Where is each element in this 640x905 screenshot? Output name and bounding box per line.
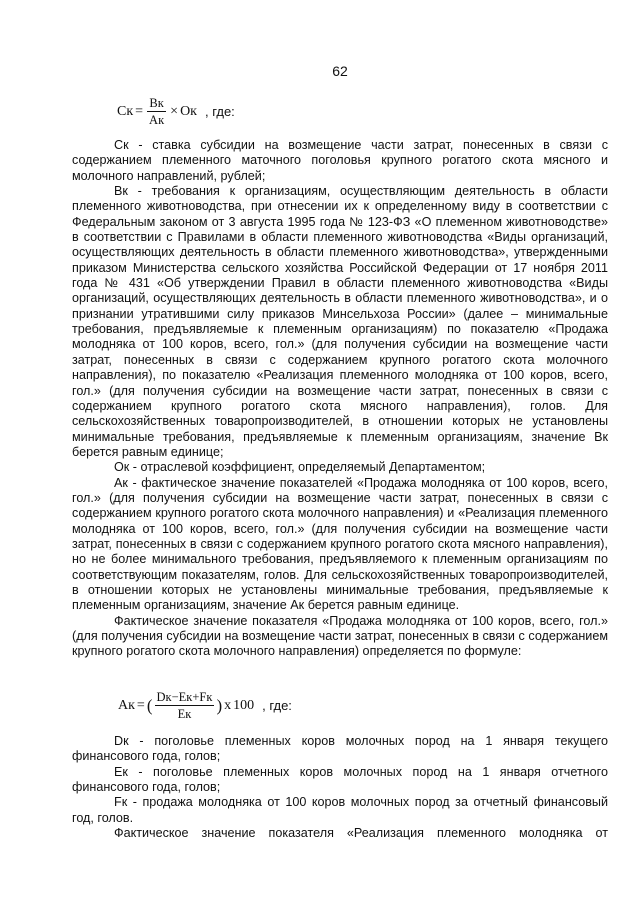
paragraph-ok-definition: Oк - отраслевой коэффициент, определяемый Департаментом; [114,460,486,475]
formula-denominator: Aк [149,113,165,127]
definition-dk: Dк - поголовье племенных коров молочных пород на 1 января текущего финансового года, голов; [72,734,608,764]
document-body-continued [72,734,608,841]
document-body [72,138,608,660]
formula-equals: = [135,103,144,119]
definition-ek: Eк - поголовье племенных коров молочных пород на 1 января отчетного финансового года, голов; [72,764,608,795]
formula-factor: Oк [180,103,197,119]
paragraph-actual-value-intro: Фактическое значение показателя «Продажа молодняка от 100 коров, всего, гол.» (для получения субсидии на возмещение части затрат, понесенных в связи с содержанием крупного рогатого скота молочного направления) определяется по формуле: [72,613,608,659]
actual-value-formula [118,690,292,721]
formula-fraction [147,96,166,127]
formula-open-paren: ( [146,695,153,715]
definition-fk: Fк - продажа молодняка от 100 коров молочных пород за отчетный финансовый год, голов. [72,795,608,825]
formula-fraction [155,690,215,721]
formula-suffix: , где: [262,698,292,713]
formula-lhs: Cк [117,103,134,119]
formula-suffix: , где: [204,104,235,119]
paragraph-realization-intro: Фактическое значение показателя «Реализация племенного молодняка от [114,826,608,841]
paragraph-bk-definition: Bк - требования к организациям, осуществляющим деятельность в области племенного животноводства, при отнесении их к определенному виду в соответствии с Федеральным законом от 3 августа 1995 года № 123-ФЗ «О племенном животноводстве» в соответствии с Правилами в области племенного животноводства «Виды организаций, осуществляющих деятельность в области племенного животноводства», утвержденными приказом Министерства сельского хозяйства Российской Федерации от 17 ноября 2011 года № 431 «Об утверждении Правил в области племенного животноводства «Виды организаций, осуществляющих деятельность в области племенного животноводства», и о признании утратившими силу приказов Минсельхоза России» (далее – минимальные требования, предъявляемые к племенным организациям) по показателю «Продажа молодняка от 100 коров, всего, гол.» (для получения субсидии на возмещение части затрат, понесенных в связи с содержанием крупного рогатого скота молочного направления), по показателю «Реализация племенного молодняка от 100 коров, всего, гол.» (для получения субсидии на возмещение части затрат, понесенных в связи с содержанием крупного рогатого скота мясного направления), голов. Для сельскохозяйственных товаропроизводителей, в отношении которых не установлены минимальные требования, предъявляемые к племенным организациям, значение Bк берется равным единице; [72,184,608,459]
formula-times: × [170,103,179,119]
formula-close-paren: ) [216,695,223,715]
formula-factor: 100 [233,697,255,713]
formula-numerator: Dк−Eк+Fк [156,690,213,704]
formula-denominator: Eк [177,707,192,721]
formula-lhs: Aк [118,697,135,713]
page-number: 62 [332,63,348,79]
formula-equals: = [136,697,145,713]
paragraph-ak-definition: Aк - фактическое значение показателей «Продажа молодняка от 100 коров, всего, гол.» (для получения субсидии на возмещение части затрат, понесенных в связи с содержанием крупного рогатого скота молочного направления) и «Реализация племенного молодняка от 100 коров, всего, гол.» (для получения субсидии на возмещение части затрат, понесенных в связи с содержанием крупного рогатого скота мясного направления), но не более минимального требования, предъявляемого к племенным организациям по соответствующим показателям, голов. Для сельскохозяйственных товаропроизводителей, в отношении которых не установлены минимальные требования, предъявляемые к племенным организациям, значение Aк берется равным единице. [72,475,608,613]
paragraph-ck-definition: Cк - ставка субсидии на возмещение части затрат, понесенных в связи с содержанием племенного маточного поголовья крупного рогатого скота мясного и молочного направлений, рублей; [72,138,608,183]
formula-numerator: Bк [149,96,164,110]
subsidy-rate-formula [117,96,235,127]
formula-times: x [224,697,232,713]
